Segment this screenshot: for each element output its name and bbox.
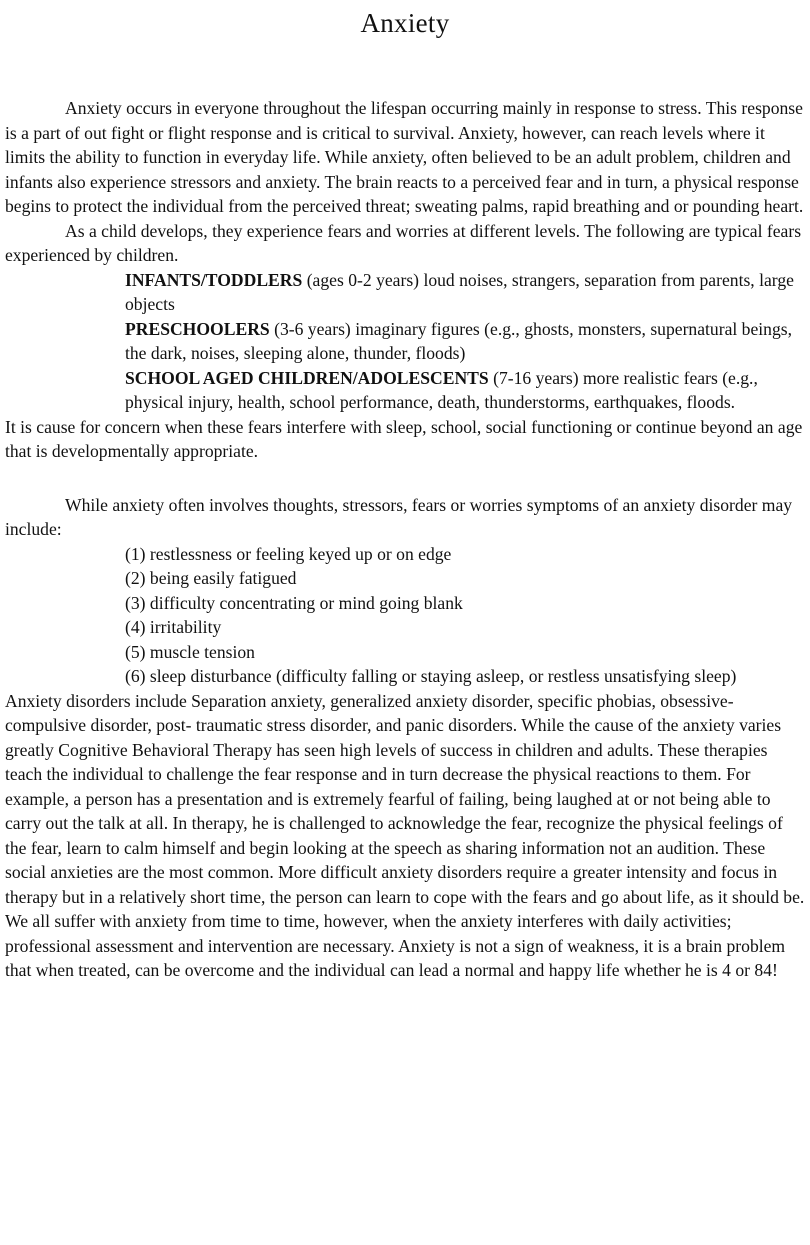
fear-heading: SCHOOL AGED CHILDREN/ADOLESCENTS xyxy=(125,367,489,388)
list-item: (6) sleep disturbance (difficulty falling or staying asleep, or restless unsatisfying sleep) xyxy=(125,666,737,686)
list-item: (5) muscle tension xyxy=(125,641,255,662)
list-item: (1) restlessness or feeling keyed up or on edge xyxy=(125,543,452,564)
list-item: (2) being easily fatigued xyxy=(125,568,297,588)
disorders-paragraph: Anxiety disorders include Separation anxiety, generalized anxiety disorder, specific phobias, obsessive- compulsive disorder, post- traumatic stress disorder, and panic disorders. While the cause of the anxiety varies greatly Cognitive Behavioral Therapy has seen high levels of success in children and adults. These therapies teach the individual to challenge the fear response and in turn decrease the physical reactions to them. For example, a person has a presentation and is extremely fearful of failing, being laughed at or not being able to carry out the talk at all. In therapy, he is challenged to acknowledge the fear, recognize the physical feelings of the fear, learn to calm himself and begin looking at the speech as sharing information not an audition. These social anxieties are the most common. More difficult anxiety disorders require a greater intensity and focus in therapy but in a relatively short time, the person can learn to cope with the fears and go about life, as it should be. We all suffer with anxiety from time to time, however, when the anxiety interferes with daily activities; professional assessment and intervention are necessary. Anxiety is not a sign of weakness, it is a brain problem that when treated, can be overcome and the individual can lead a normal and happy life whether he is 4 or 84! xyxy=(5,690,805,980)
page-title: Anxiety xyxy=(360,8,450,38)
fear-heading: INFANTS/TODDLERS xyxy=(125,269,303,290)
symptoms-list xyxy=(5,542,805,689)
intro-paragraph: Anxiety occurs in everyone throughout the lifespan occurring mainly in response to stress. This response is a part of out fight or flight response and is critical to survival. Anxiety, however, can reach levels where it limits the ability to function in everyday life. While anxiety, often believed to be an adult problem, children and infants also experience stressors and anxiety. The brain reacts to a perceived fear and in turn, a physical response begins to protect the individual from the perceived threat; sweating palms, rapid breathing and or pounding heart. xyxy=(5,98,804,216)
concern-paragraph: It is cause for concern when these fears interfere with sleep, school, social functioning or continue beyond an age that is developmentally appropriate. xyxy=(5,416,803,461)
document-page xyxy=(5,0,805,983)
fear-text: (3-6 years) imaginary figures (e.g., ghosts, monsters, supernatural beings, the dark, noises, sleeping alone, thunder, floods) xyxy=(125,318,793,363)
list-item xyxy=(125,366,805,415)
list-item: (4) irritability xyxy=(125,617,222,637)
symptoms-intro-paragraph: While anxiety often involves thoughts, stressors, fears or worries symptoms of an anxiety disorder may include: xyxy=(5,494,793,539)
list-item xyxy=(125,317,805,366)
development-paragraph: As a child develops, they experience fears and worries at different levels. The following are typical fears experienced by children. xyxy=(5,220,802,265)
list-item: (3) difficulty concentrating or mind going blank xyxy=(125,592,463,613)
list-item xyxy=(125,268,805,317)
fear-heading: PRESCHOOLERS xyxy=(125,318,270,339)
fears-list xyxy=(5,268,805,415)
fear-text: (ages 0-2 years) loud noises, strangers, separation from parents, large objects xyxy=(125,269,794,314)
fear-text: (7-16 years) more realistic fears (e.g., physical injury, health, school performance, death, thunderstorms, earthquakes, floods. xyxy=(125,367,758,412)
